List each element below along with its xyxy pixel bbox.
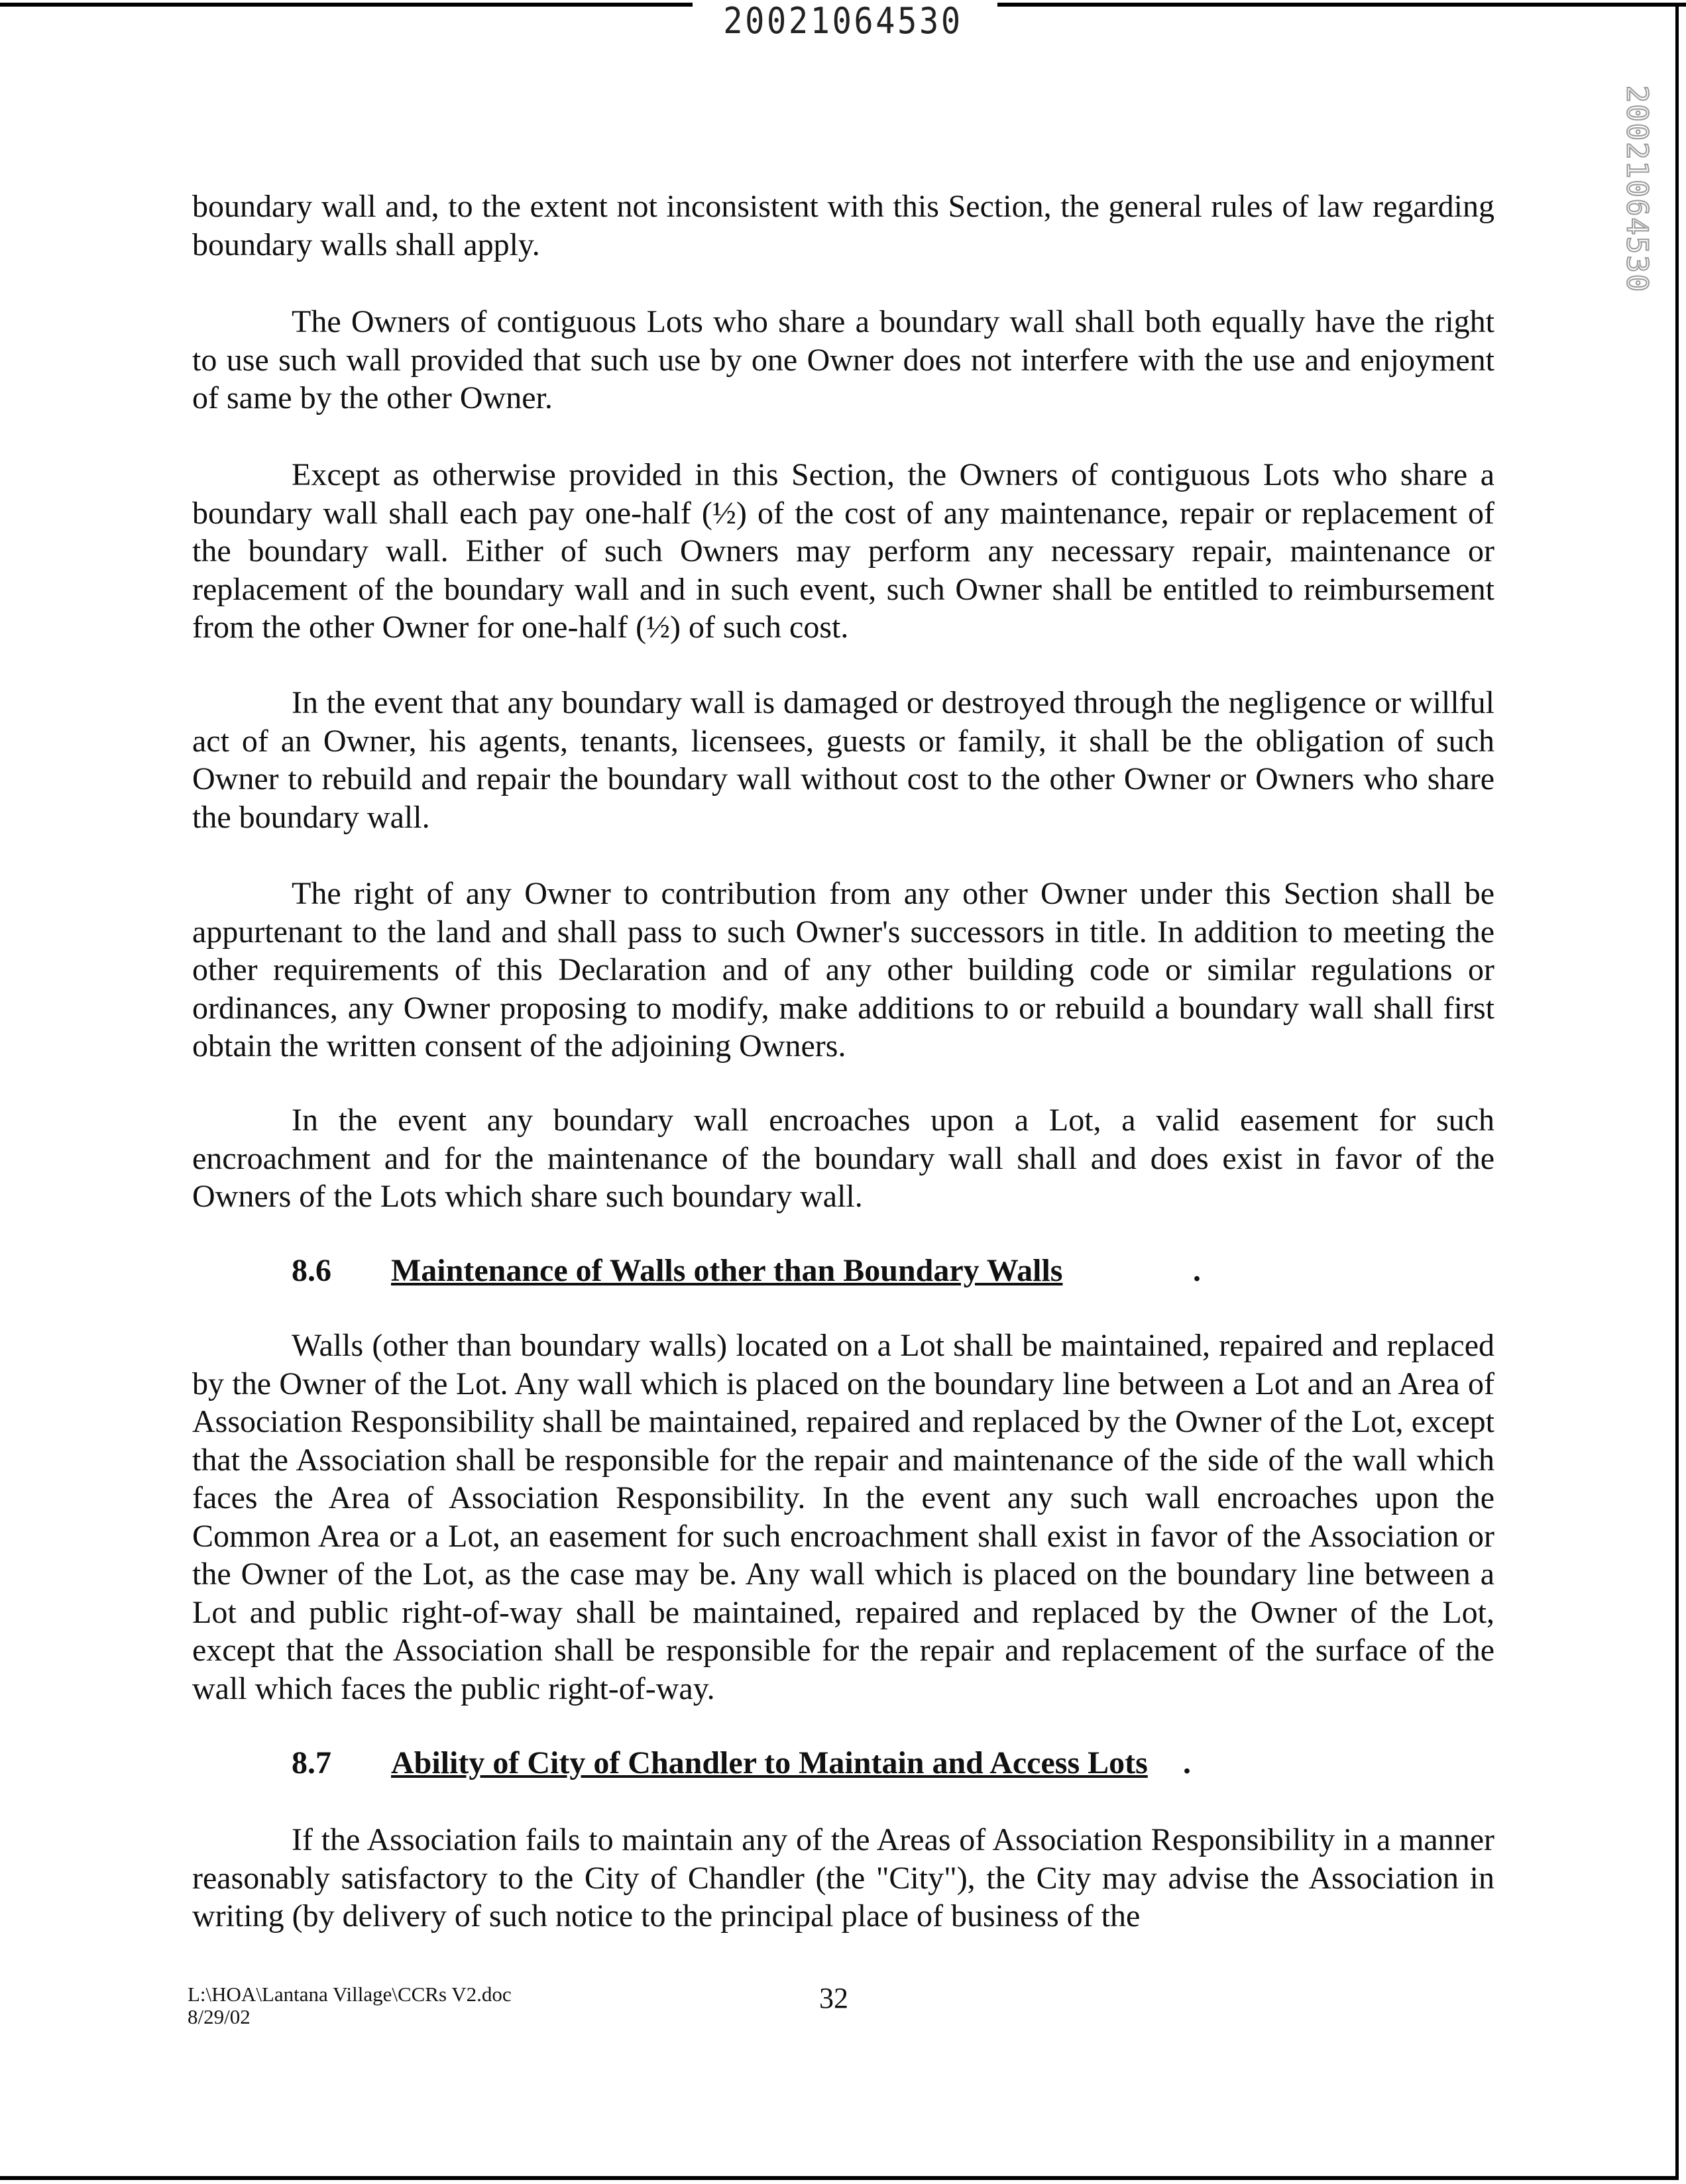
paragraph: boundary wall and, to the extent not inconsistent with this Section, the general rules of law regarding boundary walls shall apply.: [192, 189, 1494, 262]
document-number: 20021064530: [723, 0, 963, 42]
footer-file-info: [188, 1983, 512, 2028]
page-number: 32: [819, 1982, 848, 2014]
section-title: Maintenance of Walls other than Boundary Walls: [391, 1253, 1063, 1288]
paragraph: The right of any Owner to contribution from any other Owner under this Section shall be appurtenant to the land and shall pass to such Owner's successors in title. In addition to meeting the other requirements of this Declaration and of any other building code or similar regulations or ordinances, any Owner proposing to modify, make additions to or rebuild a boundary wall shall first obtain the written consent of the adjoining Owners.: [192, 876, 1494, 1064]
section-8-6-text: Walls (other than boundary walls) located on a Lot shall be maintained, repaired and replaced by the Owner of the Lot. Any wall which is placed on the boundary line between a Lot and an Area of Association Responsibility shall be maintained, repaired and replaced by the Owner of the Lot, except that the Association shall be responsible for the repair and maintenance of the side of the wall which faces the Area of Association Responsibility. In the event any such wall encroaches upon the Common Area or a Lot, an easement for such encroachment shall exist in favor of the Association or the Owner of the Lot, as the case may be. Any wall which is placed on the boundary line between a Lot and public right-of-way shall be maintained, repaired and replaced by the Owner of the Lot, except that the Association shall be responsible for the repair and replacement of the surface of the wall which faces the public right-of-way.: [192, 1328, 1494, 1706]
section-8-7-text: If the Association fails to maintain any of the Areas of Association Responsibility in a manner reasonably satisfactory to the City of Chandler (the "City"), the City may advise the Association in writing (by delivery of such notice to the principal place of business of the: [192, 1822, 1494, 1934]
side-stamp: 20021064530: [1620, 85, 1654, 294]
section-title: Ability of City of Chandler to Maintain and Access Lots: [391, 1745, 1148, 1780]
paragraph: The Owners of contiguous Lots who share a boundary wall shall both equally have the right to use such wall provided that such use by one Owner does not interfere with the use and enjoyment of same by the other Owner.: [192, 304, 1494, 415]
right-border: [1675, 3, 1679, 2179]
paragraph: Except as otherwise provided in this Section, the Owners of contiguous Lots who share a boundary wall shall each pay one-half (½) of the cost of any maintenance, repair or replacement of the boundary wall. Either of such Owners may perform any necessary repair, maintenance or replacement of the boundary wall and in such event, such Owner shall be entitled to reimbursement from the other Owner for one-half (½) of such cost.: [192, 457, 1494, 645]
paragraph: In the event any boundary wall encroaches upon a Lot, a valid easement for such encroachment and for the maintenance of the boundary wall shall and does exist in favor of the Owners of the Lots which share such boundary wall.: [192, 1103, 1494, 1214]
footer-date: 8/29/02: [188, 2005, 251, 2028]
paragraph: In the event that any boundary wall is damaged or destroyed through the negligence or willful act of an Owner, his agents, tenants, licensees, guests or family, it shall be the obligation of such Owner to rebuild and repair the boundary wall without cost to the other Owner or Owners who share the boundary wall.: [192, 685, 1494, 835]
section-number: 8.7: [292, 1745, 331, 1780]
section-number: 8.6: [292, 1253, 331, 1288]
bottom-rule: [0, 2176, 1679, 2180]
footer-file-path: L:\HOA\Lantana Village\CCRs V2.doc: [188, 1983, 512, 2006]
